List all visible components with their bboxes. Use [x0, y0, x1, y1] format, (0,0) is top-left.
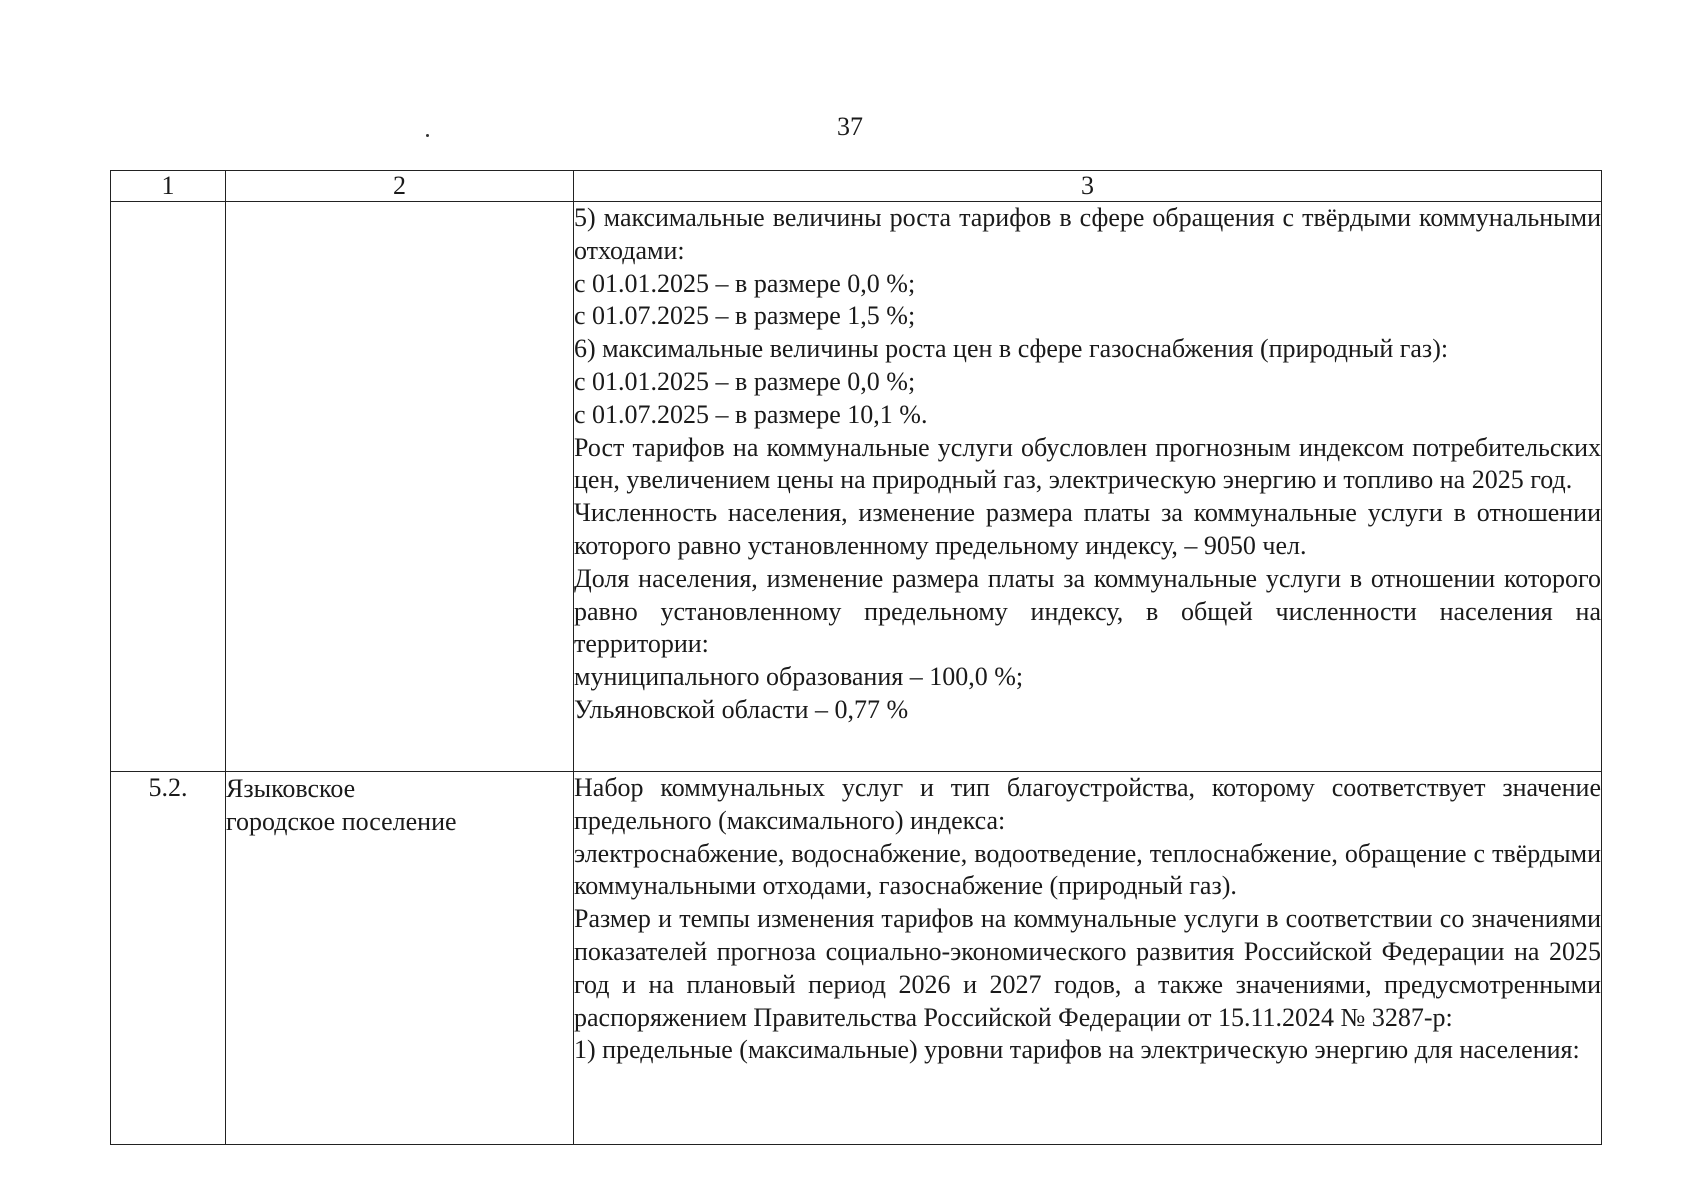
paragraph: Численность населения, изменение размера платы за коммунальные услуги в отношении которого равно установленному предельному индексу, – 9050 чел.	[574, 498, 1601, 560]
paragraph: с 01.01.2025 – в размере 0,0 %;	[574, 366, 916, 396]
settlement-name-cell	[226, 202, 574, 772]
paragraph: 6) максимальные величины роста цен в сфере газоснабжения (природный газ):	[574, 334, 1449, 364]
paragraph: с 01.07.2025 – в размере 1,5 %;	[574, 301, 916, 331]
settlement-name-line: городское поселение	[226, 807, 457, 836]
description-cell	[574, 202, 1602, 772]
paragraph: электроснабжение, водоснабжение, водоотведение, теплоснабжение, обращение с твёрдыми коммунальными отходами, газоснабжение (природный газ).	[574, 838, 1601, 901]
paragraph: Набор коммунальных услуг и тип благоустройства, которому соответствует значение предельного (максимального) индекса:	[574, 773, 1601, 835]
page-number: 37	[837, 112, 863, 141]
column-header-2: 2	[226, 171, 574, 202]
table-row	[111, 202, 1602, 772]
column-header-1: 1	[111, 171, 226, 202]
paragraph: Размер и темпы изменения тарифов на коммунальные услуги в соответствии со значениями показателей прогноза социально-экономического развития Российской Федерации на 2025 год и на плановый период 2026 и 2027 годов, а также значениями, предусмотренными распоряжением Правительства Российской Федерации от 15.11.2024 № 3287-р:	[574, 904, 1601, 1032]
description-cell	[574, 772, 1602, 1145]
paragraph: с 01.07.2025 – в размере 10,1 %.	[574, 399, 928, 429]
paragraph: Ульяновской области – 0,77 %	[574, 694, 909, 724]
paragraph: 5) максимальные величины роста тарифов в сфере обращения с твёрдыми коммунальными отходами:	[574, 203, 1601, 265]
row-number-cell: 5.2.	[111, 772, 226, 1145]
paragraph: Рост тарифов на коммунальные услуги обусловлен прогнозным индексом потребительских цен, увеличением цены на природный газ, электрическую энергию и топливо на 2025 год.	[574, 432, 1601, 495]
tariff-table	[110, 170, 1602, 1145]
row-number-cell	[111, 202, 226, 772]
table-header-row	[111, 171, 1602, 202]
paragraph: Доля населения, изменение размера платы за коммунальные услуги в отношении которого равно установленному предельному индексу, в общей численности населения на территории:	[574, 563, 1601, 659]
paragraph: муниципального образования – 100,0 %;	[574, 662, 1024, 692]
column-header-3: 3	[574, 171, 1602, 202]
paragraph: 1) предельные (максимальные) уровни тарифов на электрическую энергию для населения:	[574, 1035, 1580, 1065]
scan-artifact-dot	[426, 134, 429, 137]
settlement-name-cell	[226, 772, 574, 1145]
paragraph: с 01.01.2025 – в размере 0,0 %;	[574, 268, 916, 298]
settlement-name-line: Языковское	[226, 774, 356, 803]
table-row	[111, 772, 1602, 1145]
